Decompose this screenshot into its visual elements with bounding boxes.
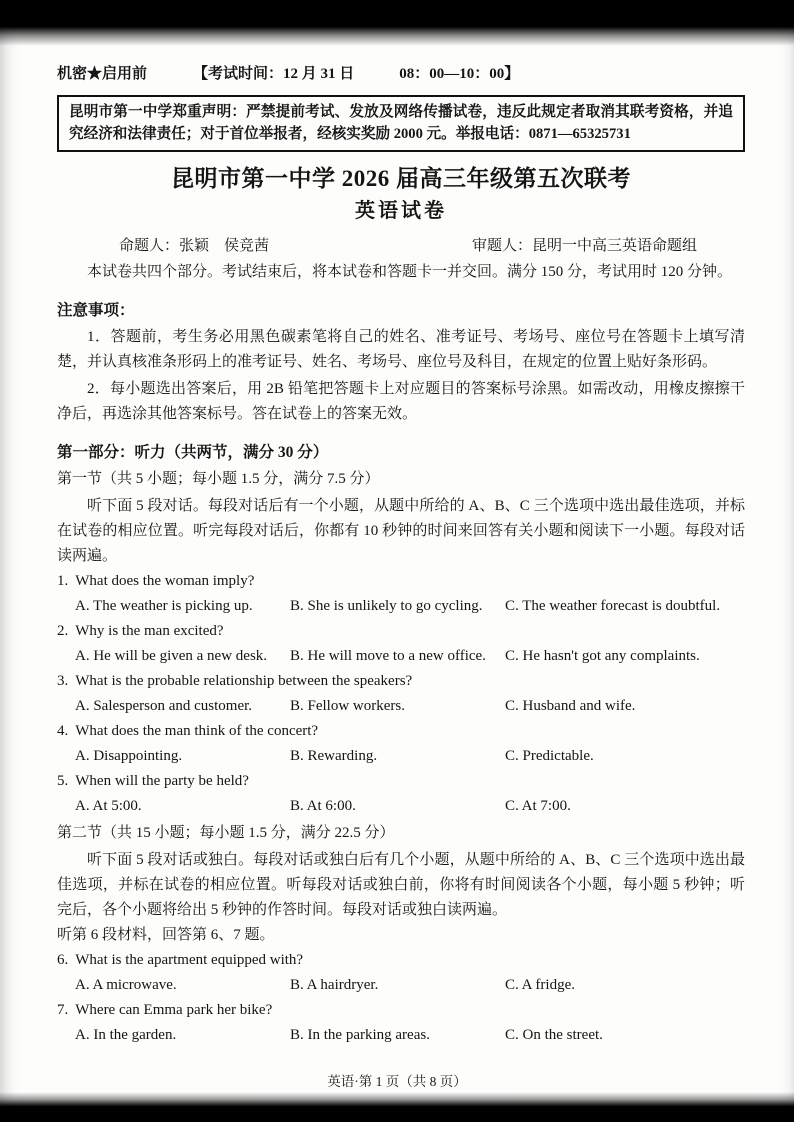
- question-line: [57, 619, 745, 644]
- intro-paragraph: 本试卷共四个部分。考试结束后，将本试卷和答题卡一并交回。满分 150 分，考试用时 120 分钟。: [87, 264, 733, 280]
- confidential-header: [57, 64, 745, 85]
- question-line: [57, 769, 745, 794]
- question-number: 6.: [57, 952, 69, 968]
- question-line: [57, 719, 745, 744]
- question-3: [57, 669, 745, 719]
- question-number: 7.: [57, 1002, 69, 1018]
- question-options: [57, 1023, 745, 1048]
- question-text: Why is the man excited?: [75, 623, 224, 639]
- option-c: C. On the street.: [505, 1027, 603, 1043]
- option-c: C. At 7:00.: [505, 798, 571, 814]
- option-c: C. A fridge.: [505, 977, 575, 993]
- part1-heading: 第一部分：听力（共两节，满分 30 分）: [57, 444, 329, 461]
- option-c: C. The weather forecast is doubtful.: [505, 598, 721, 614]
- question-options: [57, 644, 745, 669]
- question-options: [57, 973, 745, 998]
- question-text: What is the apartment equipped with?: [75, 952, 304, 968]
- question-options: [57, 744, 745, 769]
- question-7: [57, 998, 745, 1048]
- section2-instructions: 听下面 5 段对话或独白。每段对话或独白后有几个小题，从题中所给的 A、B、C 三个选项中选出最佳选项，并标在试卷的相应位置。听每段对话或独白前，你将有时间阅读各个小题，每小题 5 秒钟；听完后，各个小题将给出 5 秒钟的作答时间。每段对话或独白读两遍。: [57, 852, 745, 918]
- question-1: [57, 569, 745, 619]
- question-number: 3.: [57, 673, 69, 689]
- confidential-label: 机密★启用前: [57, 66, 148, 82]
- section2-heading: 第二节（共 15 小题；每小题 1.5 分，满分 22.5 分）: [57, 825, 395, 841]
- material6-intro: 听第 6 段材料，回答第 6、7 题。: [57, 927, 275, 943]
- option-a: A. A microwave.: [75, 977, 177, 993]
- question-line: [57, 669, 745, 694]
- option-c: C. He hasn't got any complaints.: [505, 648, 700, 664]
- option-b: B. He will move to a new office.: [290, 648, 486, 664]
- note-1: 1．答题前，考生务必用黑色碳素笔将自己的姓名、准考证号、考场号、座位号在答题卡上填写清楚，并认真核准条形码上的准考证号、姓名、考场号、座位号及科目，在规定的位置上贴好条形码。: [57, 329, 745, 370]
- option-a: A. At 5:00.: [75, 798, 142, 814]
- question-text: What does the man think of the concert?: [75, 723, 319, 739]
- option-a: A. Salesperson and customer.: [75, 698, 253, 714]
- question-text: What is the probable relationship between the speakers?: [75, 673, 413, 689]
- question-number: 1.: [57, 573, 69, 589]
- question-setters-label: 命题人：张颖 侯竞茜: [119, 238, 270, 254]
- option-b: B. She is unlikely to go cycling.: [290, 598, 483, 614]
- question-options: [57, 794, 745, 819]
- question-5: [57, 769, 745, 819]
- statement-text: 昆明市第一中学郑重声明：严禁提前考试、发放及网络传播试卷，违反此规定者取消其联考资格，并追究经济和法律责任；对于首位举报者，经核实奖励 2000 元。举报电话：0871—65325731: [69, 104, 733, 142]
- option-b: B. In the parking areas.: [290, 1027, 430, 1043]
- question-text: When will the party be held?: [75, 773, 249, 789]
- page-content: [57, 64, 745, 1048]
- question-line: [57, 948, 745, 973]
- scan-artifact-top: [0, 0, 794, 46]
- question-6: [57, 948, 745, 998]
- subject-title: 英语试卷: [355, 200, 447, 222]
- notes-title: 注意事项：: [57, 302, 135, 319]
- option-b: B. At 6:00.: [290, 798, 356, 814]
- note-2: 2．每小题选出答案后，用 2B 铅笔把答题卡上对应题目的答案标号涂黑。如需改动，用橡皮擦擦干净后，再选涂其他答案标号。答在试卷上的答案无效。: [57, 381, 745, 422]
- exam-title: 昆明市第一中学 2026 届高三年级第五次联考: [171, 166, 631, 191]
- option-a: A. Disappointing.: [75, 748, 183, 764]
- exam-time-label: 【考试时间：12 月 31 日 08：00—10：00】: [193, 66, 520, 82]
- question-number: 4.: [57, 723, 69, 739]
- question-line: [57, 569, 745, 594]
- question-4: [57, 719, 745, 769]
- option-b: B. Fellow workers.: [290, 698, 405, 714]
- question-options: [57, 594, 745, 619]
- section1-instructions: 听下面 5 段对话。每段对话后有一个小题，从题中所给的 A、B、C 三个选项中选出最佳选项，并标在试卷的相应位置。听完每段对话后，你都有 10 秒钟的时间来回答有关小题和阅读下一小题。每段对话读两遍。: [57, 498, 745, 564]
- option-c: C. Husband and wife.: [505, 698, 636, 714]
- option-b: B. A hairdryer.: [290, 977, 379, 993]
- question-options: [57, 694, 745, 719]
- question-text: Where can Emma park her bike?: [75, 1002, 273, 1018]
- question-line: [57, 998, 745, 1023]
- question-2: [57, 619, 745, 669]
- option-a: A. He will be given a new desk.: [75, 648, 268, 664]
- question-number: 5.: [57, 773, 69, 789]
- people-row: [57, 234, 745, 258]
- option-a: A. The weather is picking up.: [75, 598, 253, 614]
- option-a: A. In the garden.: [75, 1027, 177, 1043]
- section1-heading: 第一节（共 5 小题；每小题 1.5 分，满分 7.5 分）: [57, 471, 380, 487]
- option-c: C. Predictable.: [505, 748, 594, 764]
- reviewers-label: 审题人：昆明一中高三英语命题组: [471, 238, 697, 254]
- question-number: 2.: [57, 623, 69, 639]
- statement-box: [57, 95, 745, 152]
- scan-artifact-bottom: [0, 1092, 794, 1122]
- option-b: B. Rewarding.: [290, 748, 378, 764]
- page-footer: 英语·第 1 页（共 8 页）: [327, 1074, 467, 1089]
- question-text: What does the woman imply?: [75, 573, 255, 589]
